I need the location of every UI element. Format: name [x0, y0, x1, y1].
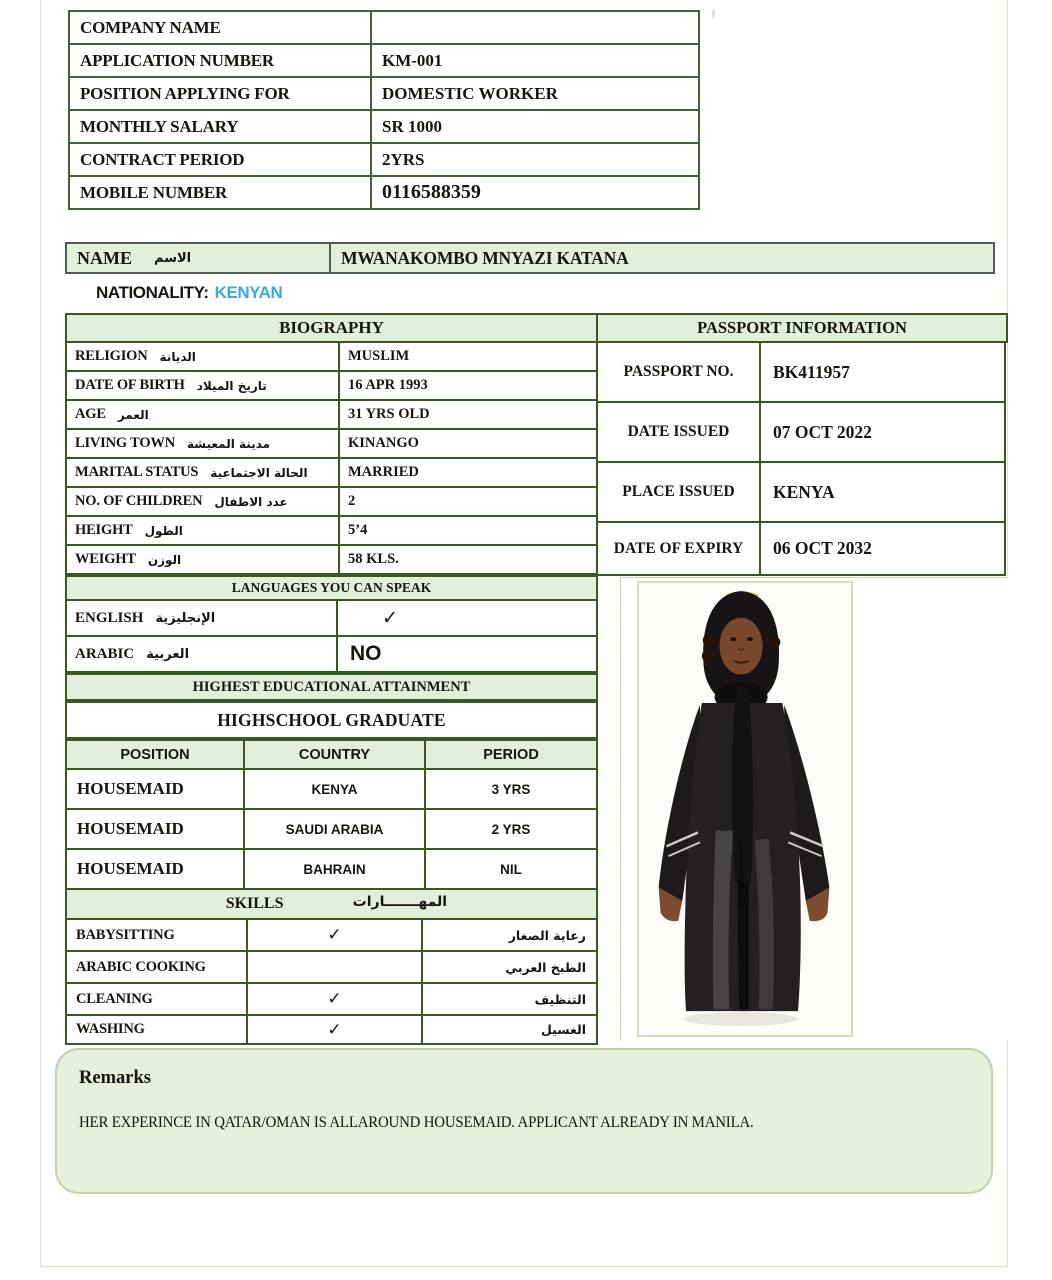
table-row: [65, 637, 598, 673]
table-row: [67, 517, 598, 546]
experience-row: [65, 770, 598, 810]
weight-label-ar: الوزن: [147, 552, 182, 567]
table-row: [67, 488, 598, 517]
cleaning-checkmark: ✓: [248, 984, 423, 1014]
table-row: [598, 343, 1004, 403]
table-row: [67, 343, 598, 372]
passport-table: [596, 343, 1006, 576]
biography-header: BIOGRAPHY: [67, 315, 598, 341]
cleaning-label-ar: التنظيف: [534, 991, 586, 1007]
english-label-ar: الإنجليزية: [155, 610, 216, 626]
languages-header: LANGUAGES YOU CAN SPEAK: [65, 575, 598, 601]
living-town-label-ar: مدينة المعيشة: [187, 436, 271, 451]
age-value: 31 YRS OLD: [348, 406, 430, 422]
applicant-photo-image: [639, 583, 851, 1035]
table-row: [67, 459, 598, 488]
monthly-salary-value: SR 1000: [382, 116, 442, 136]
application-number-value: KM-001: [382, 50, 443, 70]
education-header: HIGHEST EDUCATIONAL ATTAINMENT: [65, 673, 598, 701]
date-of-birth-label-ar: تاريخ الميلاد: [196, 378, 267, 393]
table-row: [70, 78, 698, 111]
babysitting-checkmark: ✓: [248, 920, 423, 950]
experience-position: HOUSEMAID: [67, 850, 245, 888]
table-row: [70, 45, 698, 78]
skill-row: [65, 952, 598, 984]
passport-no-value: BK411957: [773, 361, 850, 382]
date-of-birth-value: 16 APR 1993: [348, 377, 428, 393]
marital-status-label: MARITAL STATUS: [75, 464, 199, 480]
experience-position: HOUSEMAID: [67, 770, 245, 808]
table-row: [67, 401, 598, 430]
skills-title-en: SKILLS: [225, 895, 284, 912]
table-row: [67, 430, 598, 459]
nationality-label: NATIONALITY:: [96, 283, 209, 302]
experience-position: HOUSEMAID: [67, 810, 245, 848]
arabic-cooking-checkmark: [248, 952, 423, 982]
babysitting-label-ar: رعاية الصغار: [508, 927, 586, 943]
date-of-expiry-label: DATE OF EXPIRY: [598, 523, 761, 574]
passport-no-label: PASSPORT NO.: [598, 343, 761, 401]
arabic-label: ARABIC: [75, 645, 135, 662]
position-column-header: POSITION: [67, 741, 245, 768]
position-applying-value: DOMESTIC WORKER: [382, 83, 558, 103]
experience-row: [65, 850, 598, 890]
place-issued-label: PLACE ISSUED: [598, 463, 761, 521]
experience-row: [65, 810, 598, 850]
remarks-title: Remarks: [79, 1068, 151, 1088]
height-label-ar: الطول: [144, 523, 183, 538]
skill-row: [65, 1016, 598, 1045]
company-name-label: COMPANY NAME: [70, 12, 372, 43]
applicant-photo: [637, 581, 853, 1037]
arabic-language-value: NO: [350, 642, 382, 665]
experience-country: SAUDI ARABIA: [245, 810, 426, 848]
table-row: [70, 144, 698, 177]
table-row: [70, 111, 698, 144]
application-number-label: APPLICATION NUMBER: [70, 45, 372, 76]
skill-row: [65, 920, 598, 952]
skills-title-ar: المهـــــــارات: [352, 894, 448, 910]
table-row: [67, 546, 598, 575]
children-value: 2: [348, 493, 356, 509]
babysitting-label: BABYSITTING: [67, 920, 248, 950]
name-label-ar: الاسم: [154, 250, 192, 266]
table-row: [598, 463, 1004, 523]
skills-header: [65, 888, 598, 920]
table-row: [598, 523, 1004, 576]
country-column-header: COUNTRY: [245, 741, 426, 768]
english-label: ENGLISH: [75, 609, 144, 626]
experience-country: KENYA: [245, 770, 426, 808]
monthly-salary-label: MONTHLY SALARY: [70, 111, 372, 142]
experience-country: BAHRAIN: [245, 850, 426, 888]
religion-label-ar: الديانة: [159, 349, 196, 364]
table-row: [598, 403, 1004, 463]
age-label: AGE: [75, 406, 106, 422]
application-info-table: [68, 10, 700, 210]
contract-period-label: CONTRACT PERIOD: [70, 144, 372, 175]
table-row: [67, 372, 598, 401]
height-value: 5’4: [348, 522, 368, 538]
arabic-label-ar: العربية: [146, 646, 190, 662]
place-issued-value: KENYA: [773, 481, 835, 502]
period-column-header: PERIOD: [483, 746, 539, 763]
table-row: [70, 12, 698, 45]
nationality-line: [96, 283, 282, 303]
company-name-value: [372, 12, 698, 43]
table-row: [65, 601, 598, 637]
section-headers: [65, 313, 1008, 343]
name-label-en: NAME: [77, 247, 132, 268]
name-row: [65, 242, 995, 274]
applicant-name: MWANAKOMBO MNYAZI KATANA: [341, 247, 629, 268]
date-of-birth-label: DATE OF BIRTH: [75, 377, 185, 393]
position-applying-label: POSITION APPLYING FOR: [70, 78, 372, 109]
date-issued-value: 07 OCT 2022: [773, 421, 872, 442]
religion-label: RELIGION: [75, 348, 148, 364]
english-checkmark: ✓: [382, 607, 398, 629]
table-row: [70, 177, 698, 210]
remarks-box: [55, 1048, 993, 1194]
mobile-number-label: MOBILE NUMBER: [70, 177, 372, 208]
age-label-ar: العمر: [117, 407, 149, 422]
arabic-cooking-label-ar: الطبخ العربي: [505, 959, 586, 975]
remarks-text: HER EXPERINCE IN QATAR/OMAN IS ALLAROUND HOUSEMAID. APPLICANT ALREADY IN MANILA.: [79, 1114, 754, 1131]
living-town-value: KINANGO: [348, 435, 419, 451]
marital-status-value: MARRIED: [348, 464, 419, 480]
experience-period: 3 YRS: [491, 781, 531, 797]
height-label: HEIGHT: [75, 522, 133, 538]
biography-table: [65, 343, 598, 575]
washing-label: WASHING: [67, 1016, 248, 1043]
photo-cell: [620, 577, 1008, 1041]
name-label: [67, 244, 331, 272]
passport-information-header: PASSPORT INFORMATION: [697, 318, 907, 337]
mobile-number-value: 0116588359: [382, 181, 481, 203]
religion-value: MUSLIM: [348, 348, 410, 364]
date-issued-label: DATE ISSUED: [598, 403, 761, 461]
education-value: HIGHSCHOOL GRADUATE: [65, 701, 598, 739]
contract-period-value: 2YRS: [382, 149, 425, 169]
weight-value: 58 KLS.: [348, 551, 399, 567]
weight-label: WEIGHT: [75, 551, 136, 567]
experience-period: 2 YRS: [491, 821, 531, 837]
nationality-value: KENYAN: [214, 283, 283, 302]
cleaning-label: CLEANING: [67, 984, 248, 1014]
skill-row: [65, 984, 598, 1016]
experience-header-row: [65, 739, 598, 770]
experience-period: NIL: [500, 861, 522, 877]
washing-label-ar: الغسيل: [540, 1022, 586, 1037]
living-town-label: LIVING TOWN: [75, 435, 176, 451]
marital-status-label-ar: الحالة الاجتماعية: [210, 465, 308, 480]
children-label: NO. OF CHILDREN: [75, 493, 203, 509]
washing-checkmark: ✓: [248, 1016, 423, 1043]
children-label-ar: عدد الاطفال: [214, 494, 288, 509]
arabic-cooking-label: ARABIC COOKING: [67, 952, 248, 982]
date-of-expiry-value: 06 OCT 2032: [773, 538, 872, 558]
